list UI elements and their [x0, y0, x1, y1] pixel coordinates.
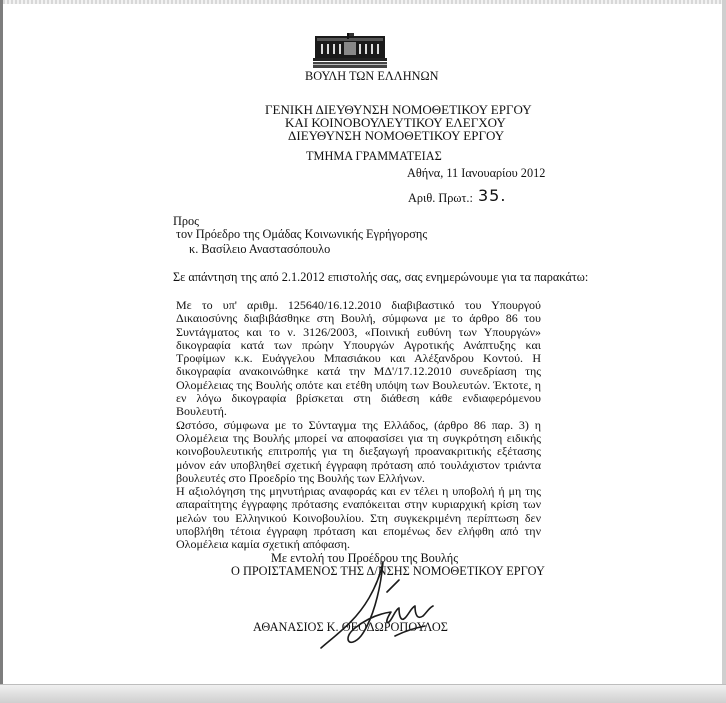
letter-body	[176, 299, 541, 552]
viewer-right-border	[722, 0, 726, 703]
directorate-line-3: ΔΙΕΥΘΥΝΣΗ ΝΟΜΟΘΕΤΙΚΟΥ ΕΡΓΟΥ	[288, 128, 505, 143]
parliament-building-icon	[313, 32, 387, 68]
closing-title-line: Ο ΠΡΟΙΣΤΑΜΕΝΟΣ ΤΗΣ Δ/ΝΣΗΣ ΝΟΜΟΘΕΤΙΚΟΥ ΕΡΓΟΥ	[231, 564, 545, 578]
recipient-label: Προς	[173, 214, 200, 228]
department-name: ΤΜΗΜΑ ΓΡΑΜΜΑΤΕΙΑΣ	[306, 149, 442, 163]
directorate-line-1: ΓΕΝΙΚΗ ΔΙΕΥΘΥΝΣΗ ΝΟΜΟΘΕΤΙΚΟΥ ΕΡΓΟΥ	[265, 102, 532, 117]
directorate-line-2: ΚΑΙ ΚΟΙΝΟΒΟΥΛΕΥΤΙΚΟΥ ΕΛΕΓΧΟΥ	[285, 115, 506, 130]
recipient-line-1: τον Πρόεδρο της Ομάδας Κοινωνικής Εγρήγορσης	[176, 227, 428, 241]
recipient-line-2: κ. Βασίλειο Αναστασόπουλο	[189, 242, 331, 256]
body-paragraph-1: Με το υπ' αριθμ. 125640/16.12.2010 διαβιβαστικό του Υπουργού Δικαιοσύνης διαβιβάσθηκε στη Βουλή, σύμφωνα με το άρθρο 86 του Συντάγματος και το ν. 3126/2003, «Ποινική ευθύνη των Υπουργών» δικογραφία κατά των πρώην Υπουργών Αγροτικής Ανάπτυξης και Τροφίμων κ.κ. Ευάγγελου Μπασιάκου και Αλέξανδρου Κοντού. Η δικογραφία ανακοινώθηκε κατά την ΜΔ'/17.12.2010 συνεδρίαση της Ολομέλειας της Βουλής οπότε και ετέθη υπόψη των Βουλευτών. Έκτοτε, η εν λόγω δικογραφία βρίσκεται στη διάθεση κάθε ενδιαφερόμενου Βουλευτή.	[176, 298, 541, 419]
signatory-name: ΑΘΑΝΑΣΙΟΣ Κ. ΘΕΟΔΩΡΟΠΟΥΛΟΣ	[253, 620, 448, 634]
letter-date: Αθήνα, 11 Ιανουαρίου 2012	[407, 166, 546, 180]
protocol-number: 35.	[478, 186, 507, 205]
closing-order-line: Με εντολή του Προέδρου της Βουλής	[271, 551, 459, 565]
document-page	[3, 4, 722, 685]
protocol-label: Αριθ. Πρωτ.:	[408, 191, 473, 205]
viewer-bottom-bar	[0, 684, 726, 703]
intro-line: Σε απάντηση της από 2.1.2012 επιστολής σας, σας ενημερώνουμε για τα παρακάτω:	[173, 270, 589, 284]
body-paragraph-3: Η αξιολόγηση της μηνυτήριας αναφοράς και εν τέλει η υποβολή ή μη της απαραίτητης έγγραφης πρότασης εναπόκειται στην κυριαρχική κρίση των μελών του Ελληνικού Κοινοβουλίου. Στη συγκεκριμένη περίπτωση δεν υποβλήθη τέτοια έγγραφη πρόταση και επομένως δεν ελήφθη από την Ολομέλεια καμία σχετική απόφαση.	[176, 484, 541, 552]
body-paragraph-2: Ωστόσο, σύμφωνα με το Σύνταγμα της Ελλάδος, (άρθρο 86 παρ. 3) η Ολομέλεια της Βουλής μπορεί να αποφασίσει για τη συγκρότηση ειδικής κοινοβουλευτικής επιτροπής για τη διεξαγωγή προανακριτικής εξέτασης μόνον εάν υποβληθεί σχετική έγγραφη πρόταση από τουλάχιστον τριάντα βουλευτές στο Προεδρίο της Βουλής των Ελλήνων.	[176, 417, 541, 485]
parliament-name: ΒΟΥΛΗ ΤΩΝ ΕΛΛΗΝΩΝ	[305, 69, 439, 83]
